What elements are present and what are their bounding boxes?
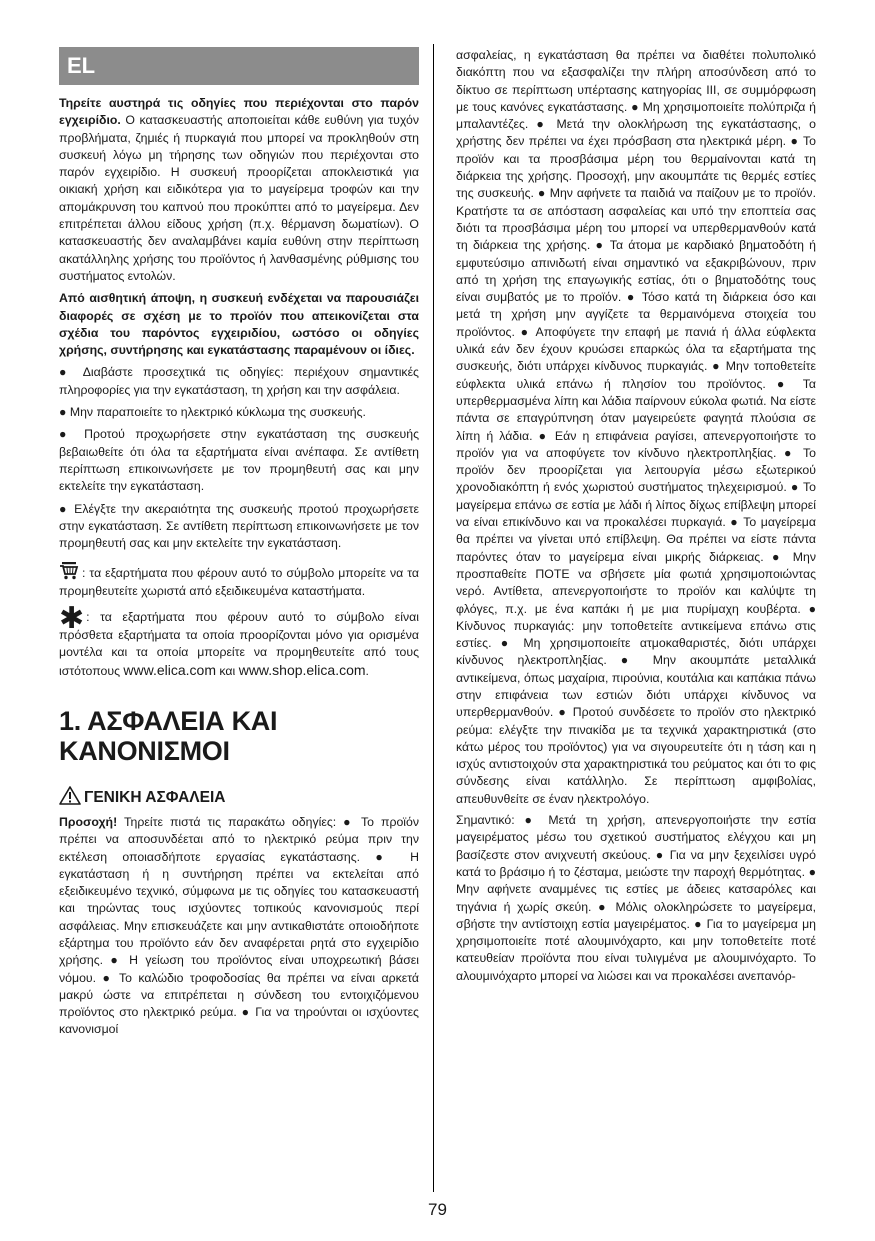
right-column <box>456 47 816 989</box>
subsection-title-text: ΓΕΝΙΚΗ ΑΣΦΑΛΕΙΑ <box>84 788 226 806</box>
shopping-cart-icon <box>59 561 79 581</box>
bullet-check-components: ● Προτού προχωρήσετε στην εγκατάσταση της συσκευής βεβαιωθείτε ότι όλα τα εξαρτήματα είναι ανέπαφα. Σε αντίθετη περίπτωση επικοινωνήσετε με τον προμηθευτή σας και μην εκτελείτε την εγκατάσταση. <box>59 427 419 494</box>
safety-text: Τηρείτε πιστά τις παρακάτω οδηγίες: ● Το προϊόν πρέπει να αποσυνδέεται από το ηλεκτρικό ρεύμα πριν την εκτέλεση οποιασδήποτε εργασίας εγκατάστασης. ● Η εγκατάσταση ή η συντήρηση πρέπει να εκτελείται από εξειδικευμένο τεχνικό, σύμφωνα με τις οδηγίες του κατασκευαστή και τηρώντας τους ισχύοντες τοπικούς κανονισμούς περί ασφάλειας. Μην επισκευάζετε και μην αντικαθιστάτε οποιοδήποτε εξάρτημα του προϊόντο εάν δεν αναφέρεται ρητά στο εγχειρίδιο χρήσης. ● Η γείωση του προϊόντος είναι υποχρεωτική βάσει νόμου. ● Το καλώδιο τροφοδοσίας θα πρέπει να είναι αρκετά μακρύ ώστε να επιτρέπεται η σύνδεση του εντοιχιζόμενου προϊόντος στο ηλεκτρικό ρεύμα. ● Για να τηρούνται οι ισχύοντες κανονισμοί <box>59 814 419 1037</box>
caution-label: Προσοχή! <box>59 814 118 829</box>
bullet-read-instructions: ● Διαβάστε προσεχτικά τις οδηγίες: περιέχουν σημαντικές πληροφορίες για την εγκατάσταση, τη χρήση και την ασφάλεια. <box>59 365 419 397</box>
intro-bold: Τηρείτε αυστηρά τις οδηγίες που περιέχονται στο παρόν εγχειρίδιο. <box>59 96 419 128</box>
intro-paragraph <box>59 95 419 285</box>
bullet-check-integrity: ● Ελέγξτε την ακεραιότητα της συσκευής προτού προχωρήσετε στην εγκατάσταση. Σε αντίθετη περίπτωση επικοινωνήσετε με τον προμηθευτή σας και μην εκτελείτε την εγκατάσταση. <box>59 501 419 551</box>
cart-note <box>59 561 419 600</box>
page-number: 79 <box>428 1200 447 1219</box>
cart-note-text: : τα εξαρτήματα που φέρουν αυτό το σύμβολο μπορείτε να τα προμηθευτείτε χωριστά από εξειδικευμένα καταστήματα. <box>59 566 419 598</box>
website-end: . <box>365 663 369 678</box>
safety-paragraph <box>59 814 419 1039</box>
language-header: EL <box>59 47 419 85</box>
subsection-title <box>59 786 419 808</box>
warning-icon <box>59 786 81 805</box>
asterisk-icon: ✱ <box>59 602 85 636</box>
star-note-text: : τα εξαρτήματα που φέρουν αυτό το σύμβολο είναι πρόσθετα εξαρτήματα τα οποία προορίζονται μόνο για ορισμένα μοντέλα και τα οποία μπορείτε να προμηθευτείτε από τους ιστότοπους <box>59 610 419 678</box>
intro-text: Ο κατασκευαστής αποποιείται κάθε ευθύνη για τυχόν προβλήματα, ζημιές ή πυρκαγιά που μπορεί να προκληθούν στη συσκευή λόγω μη τήρησης των οδηγιών που περιέχονται στο παρόν εγχειρίδιο. Η συσκευή προορίζεται αποκλειστικά για οικιακή χρήση και ειδικότερα για το μαγείρεμα τροφών και την απομάκρυνση του καπνού που προκύπτει από το μαγείρεμα. Δεν επιτρέπεται άλλου είδους χρήση (π.χ. θέρμανση δωματίων). Ο κατασκευαστής δεν αναλαμβάνει καμία ευθύνη στην περίπτωση ακατάλληλης χρήσης του προϊόντος ή λανθασμένης ρύθμισης του συστήματος εντολών. <box>59 113 419 283</box>
safety-continued-paragraph: ασφαλείας, η εγκατάσταση θα πρέπει να διαθέτει πολυπολικό διακόπτη που να εξασφαλίζει την πλήρη αποσύνδεση από το δίκτυο σε περίπτωση υπέρτασης κατηγορίας III, σε συμμόρφωση με τους κανόνες εγκατάστασης. ● Μη χρησιμοποιείτε πολύπριζα ή μπαλαντέζες. ● Μετά την ολοκλήρωση της εγκατάστασης, ο χρήστης δεν πρέπει να έχει πρόσβαση στα ηλεκτρικά μέρη. ● Το προϊόν και τα προσβάσιμα μέρη του θερμαίνονται κατά τη διάρκεια της χρήσης. Προσοχή, μην ακουμπάτε τις θερμές εστίες της συσκευής. ● Μην αφήνετε τα παιδιά να παίζουν με το προϊόν. Κρατήστε τα σε απόσταση ασφαλείας και υπό την εποπτεία σας διότι τα προσβάσιμα μέρη του μπορεί να υπερθερμανθούν κατά τη διάρκεια της χρήσης. ● Τα άτομα με καρδιακό βηματοδότη ή εμφυτεύσιμο απινιδωτή είναι σημαντικό να εξακριβώνουν, πριν από τη χρήση της επαγωγικής εστίας, ότι ο βηματοδότης τους είναι συμβατός με το προϊόν. ● Τόσο κατά τη διάρκεια όσο και μετά τη χρήση μην αγγίζετε τα θερμαινόμενα στοιχεία του προϊόντος. ● Αποφύγετε την επαφή με πανιά ή άλλα εύφλεκτα υλικά εάν δεν έχουν κρυώσει επαρκώς όλα τα εξαρτήματα της συσκευής, διότι υπάρχει κίνδυνος πυρκαγιάς. ● Μην τοποθετείτε εύφλεκτα υλικά επάνω ή πλησίον του προϊόντος. ● Τα υπερθερμασμένα λίπη και λάδια παίρνουν εύκολα φωτιά. Να είστε πάντα σε επαγρύπνηση όταν μαγειρεύετε φαγητά πλούσια σε λίπη ή λάδια. ● Εάν η επιφάνεια ραγίσει, απενεργοποιήστε το προϊόν για να αποφύγετε τον κίνδυνο ηλεκτροπληξίας. ● Το προϊόν δεν προορίζεται για λειτουργία μέσω εξωτερικού χρονοδιακόπτη ή ενός χωριστού συστήματος τηλεχειρισμού. ● Το μαγείρεμα επάνω σε εστία με λάδι ή λίπος δίχως επίβλεψη μπορεί να είναι επικίνδυνο και να προκαλέσει πυρκαγιά. ● Το μαγείρεμα θα πρέπει να γίνεται υπό επίβλεψη. Θα πρέπει να είστε πάντα παρόντες όταν το μαγείρεμα είναι μικρής διάρκειας. ● Μην προσπαθείτε ΠΟΤΕ να σβήσετε μία φωτιά χρησιμοποιώντας νερό. Αντίθετα, απενεργοποιήστε το προϊόν και καλύψτε τη φλόγες, π.χ. με ένα καπάκι ή με μια πυρίμαχη κουβέρτα. ● Κίνδυνος πυρκαγιάς: μην τοποθετείτε αντικείμενα επάνω στις εστίες. ● Μη χρησιμοποιείτε ατμοκαθαριστές, διότι υπάρχει κίνδυνος ηλεκτροπληξίας. ● Μην ακουμπάτε μεταλλικά αντικείμενα, όπως μαχαίρια, πιρούνια, κουτάλια και καπάκια πάνω στην επιφάνεια των εστιών διότι υπάρχει κίνδυνος να υπερθερμανθούν. ● Προτού συνδέσετε το προϊόν στο ηλεκτρικό ρεύμα: ελέγξτε την πινακίδα με τα τεχνικά χαρακτηριστικά (στο κάτω μέρος του προϊόντος) για να σιγουρευτείτε ότι η τάση και η ισχύς αντιστοιχούν στα χαρακτηριστικά του ρεύματος και ότι το φις σύνδεσης είναι κατάλληλο. Σε περίπτωση αμφιβολίας, απευθυνθείτε σε έναν ηλεκτρολόγο. <box>456 48 816 806</box>
website-shop-elica[interactable]: www.shop.elica.com <box>238 661 366 678</box>
bullet-no-tampering: ● Μην παραποιείτε το ηλεκτρικό κύκλωμα της συσκευής. <box>59 405 366 420</box>
website-elica[interactable]: www.elica.com <box>123 661 217 678</box>
left-column <box>59 47 419 1044</box>
website-separator: και <box>216 663 239 678</box>
column-divider <box>433 44 434 1192</box>
important-paragraph: Σημαντικό: ● Μετά τη χρήση, απενεργοποιήστε την εστία μαγειρέματος μέσω του σχετικού συστήματος ελέγχου και μη βασίζεστε στον ανιχνευτή σκεύους. ● Για να μην ξεχειλίσει υγρό κατά το βράσιμο ή το ζέσταμα, μειώστε την παροχή θερμότητας. ● Μην αφήνετε αναμμένες τις εστίες με άδειες κατσαρόλες και τηγάνια ή χωρίς σκεύη. ● Μόλις ολοκληρώσετε το μαγείρεμα, σβήστε την αντίστοιχη εστία μαγειρέματος. ● Για το μαγείρεμα μη χρησιμοποιείτε ποτέ αλουμινόχαρτο, και μην τοποθετείτε ποτέ κατευθείαν προϊόντα που είναι τυλιγμένα με αλουμινόχαρτο. Το αλουμινόχαρτο μπορεί να λιώσει και να προκαλέσει ανεπανόρ- <box>456 813 816 983</box>
aesthetic-note: Από αισθητική άποψη, η συσκευή ενδέχεται να παρουσιάζει διαφορές σε σχέση με το προϊόν που απεικονίζεται στα σχέδια του παρόντος εγχειριδίου, ωστόσο οι οδηγίες χρήσης, συντήρησης και εγκατάστασης παραμένουν οι ίδιες. <box>59 291 419 358</box>
section-title: 1. ΑΣΦΑΛΕΙΑ ΚΑΙ ΚΑΝΟΝΙΣΜΟΙ <box>59 705 278 766</box>
star-note <box>59 602 419 680</box>
